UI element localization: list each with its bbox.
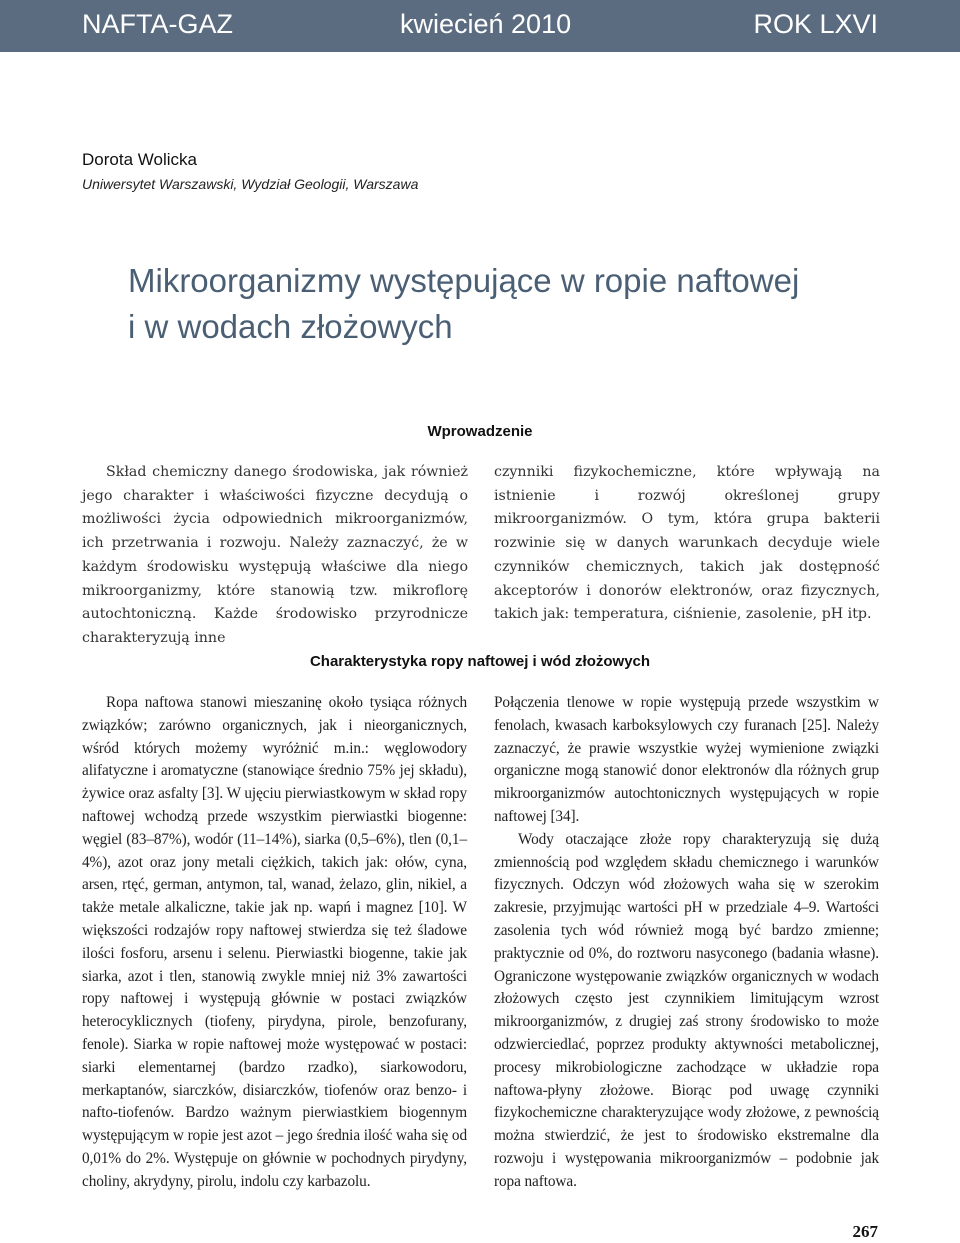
intro-paragraph-2: czynniki fizykochemiczne, które wpływają na istnienie i rozwój określonej grupy mikroorganizmów. O tym, która grupa bakterii rozwinie się w danych warunkach decyduje wiele czynników chemicznych, takich jak dostępność akceptorów i donorów elektronów, oraz fizycznych, takich jak: temperatura, ciśnienie, zasolenie, pH itp. xyxy=(494,464,880,623)
journal-header-bar xyxy=(0,0,960,52)
author-name: Dorota Wolicka xyxy=(82,150,197,169)
body-paragraph-3: Wody otaczające złoże ropy charakteryzują się dużą zmiennością pod względem składu chemicznego i warunków fizycznych. Odczyn wód złożowych waha się w szerokim zakresie, przyjmując wartości pH w przedziale 4–9. Wartości zasolenia tych wód również mogą być bardzo zmienne; praktycznie od 0%, do roztworu nasyconego (badania własne). Ograniczone występowanie związków organicznych w wodach złożowych często jest czynnikiem limitującym wzrost mikroorganizmów, z drugiej zaś strony środowisko to może odzwierciedlać, poprzez produkty aktywności metabolicznej, procesy mikrobiologiczne zachodzące w układzie ropa naftowa-płyny złożowe. Biorąc pod uwagę czynniki fizykochemiczne charakteryzujące wody złożowe, z pewnością można stwierdzić, że jest to środowisko ekstremalne dla rozwoju i występowania mikroorganizmów – podobnie jak ropa naftowa. xyxy=(494,830,879,1190)
article-title xyxy=(128,258,908,350)
journal-name: NAFTA-GAZ xyxy=(82,9,233,39)
article-title-line-1: Mikroorganizmy występujące w ropie naftowej xyxy=(128,262,800,299)
body-paragraph-1: Ropa naftowa stanowi mieszaninę około tysiąca różnych związków; zarówno organicznych, jak i nieorganicznych, wśród których możemy wyróżnić m.in.: węglowodory alifatyczne i aromatyczne (stanowiące średnio 75% jej składu), żywice oraz asfalty [3]. W ujęciu pierwiastkowym w skład ropy naftowej wchodzą przede wszystkim pierwiastki biogenne: węgiel (83–87%), wodór (11–14%), siarka (0,5–6%), tlen (0,1–4%), azot oraz jony metali ciężkich, takich jak: ołów, cyna, arsen, rtęć, german, antymon, tal, wanad, żelazo, glin, nikiel, a także metale alkaliczne, takie jak np. wapń i magnez [10]. W większości rodzajów ropy naftowej stwierdza się też śladowe ilości fosforu, arsenu i selenu. Pierwiastki biogenne, takie jak siarka, azot i tlen, stanowią zwykle mniej niż 3% zawartości ropy naftowej i występują głównie w postaci związków heterocyklicznych (tiofeny, pirydyna, pirole, benzofurany, fenole). Siarka w ropie naftowej może występować w postaci: siarki elementarnej (bardzo rzadko), siarkowodoru, merkaptanów, siarczków, disiarczków, tiofenów oraz benzo- i nafto-tiofenów. Bardzo ważnym pierwiastkiem biogennym występującym w ropie jest azot – jego średnia ilość waha się od 0,01% do 2%. Występuje on głównie w pochodnych pirydyny, choliny, akrydyny, pirolu, indolu czy karbazolu. xyxy=(82,694,467,1190)
section-heading-introduction: Wprowadzenie xyxy=(427,423,533,440)
intro-right-column xyxy=(494,461,880,627)
body-paragraph-2: Połączenia tlenowe w ropie występują przede wszystkim w fenolach, kwasach karboksylowych czy furanach [25]. Należy zaznaczyć, że prawie wszystkie wyżej wymienione związki organiczne mogą stanowić donor elektronów dla różnych grup mikroorganizmów autochtonicznych występujących w ropie naftowej [34]. xyxy=(494,694,879,825)
section-heading-characteristics: Charakterystyka ropy naftowej i wód złożowych xyxy=(309,653,651,670)
author-affiliation: Uniwersytet Warszawski, Wydział Geologii, Warszawa xyxy=(82,176,419,192)
intro-paragraph-1: Skład chemiczny danego środowiska, jak również jego charakter i właściwości fizyczne decydują o możliwości życia odpowiednich mikroorganizmów, ich przetrwania i rozwoju. Należy zaznaczyć, że w każdym środowisku występują właściwe dla niego mikroorganizmy, które stanowią tzw. mikroflorę autochtoniczną. Każde środowisko przyrodnicze charakteryzują inne xyxy=(82,464,468,646)
page-number: 267 xyxy=(852,1222,878,1241)
journal-volume: ROK LXVI xyxy=(753,9,878,39)
main-right-column xyxy=(494,692,879,1194)
intro-left-column xyxy=(82,461,468,651)
main-left-column xyxy=(82,692,467,1194)
article-title-line-2: i w wodach złożowych xyxy=(128,308,453,345)
issue-date: kwiecień 2010 xyxy=(400,9,572,39)
